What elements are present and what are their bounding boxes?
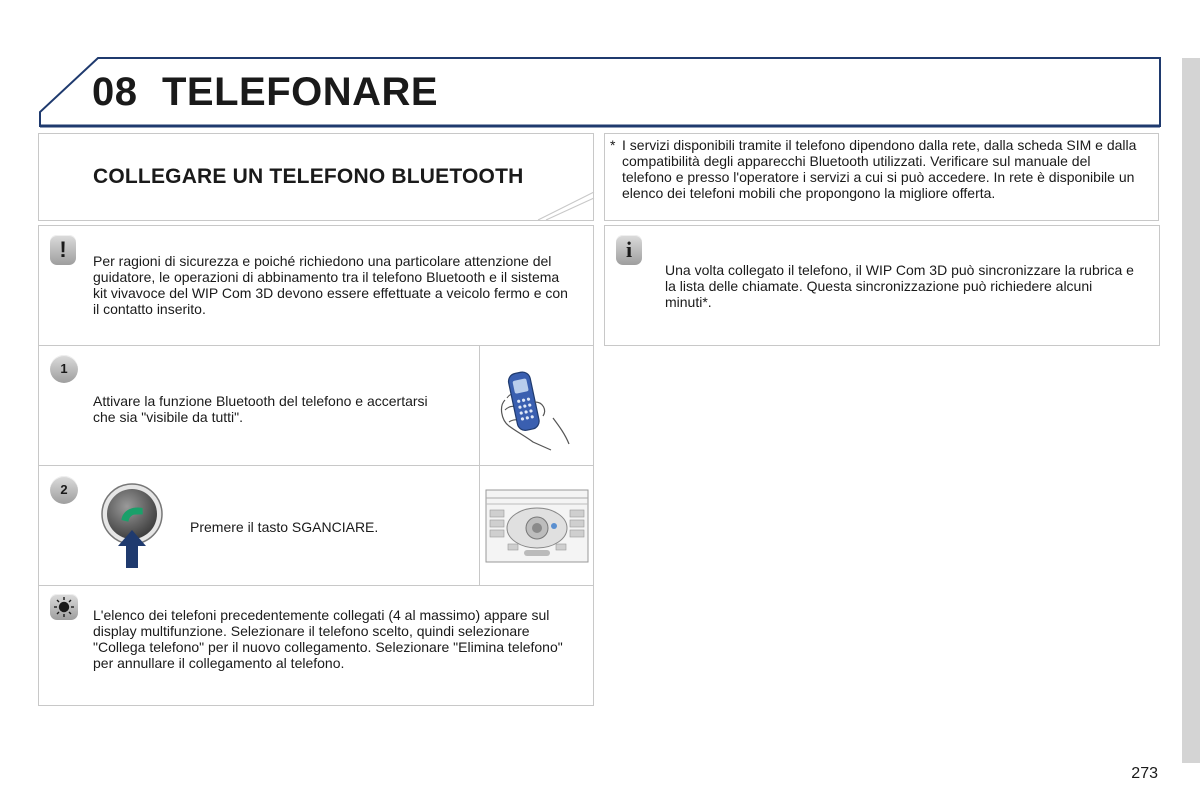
step-1-text: Attivare la funzione Bluetooth del telefono e accertarsi che sia "visibile da tutti".: [93, 393, 428, 425]
footnote-marker: *: [610, 137, 616, 153]
chapter-number: 08: [92, 70, 138, 114]
tip-badge: [50, 594, 78, 620]
footnote-text: I servizi disponibili tramite il telefono dipendono dalla rete, dalla scheda SIM e dalla compatibilità degli apparecchi Bluetooth utilizzati. Verificare sul manuale del telefono e presso l'operatore i servizi a cui si può accedere. In rete è disponibile un elenco dei telefoni mobili che propongono la migliore offerta.: [622, 137, 1137, 201]
warning-text: Per ragioni di sicurezza e poiché richiedono una particolare attenzione del guidatore, le operazioni di abbinamento tra il telefono Bluetooth e il sistema kit vivavoce del WIP Com 3D devono essere effettuate a veicolo fermo e con il contatto inserito.: [93, 253, 568, 317]
side-tab-strip: [1182, 58, 1200, 763]
info-text: Una volta collegato il telefono, il WIP Com 3D può sincronizzare la rubrica e la lista delle chiamate. Questa sincronizzazione può richiedere alcuni minuti*.: [665, 262, 1134, 310]
image-column-divider-2: [479, 465, 480, 585]
page-number: 273: [1131, 765, 1158, 782]
info-icon: i: [616, 235, 642, 265]
section-title-corner: [530, 190, 600, 224]
lightbulb-icon: [50, 594, 78, 620]
step-2-text: Premere il tasto SGANCIARE.: [190, 519, 379, 535]
step-1-number: 1: [50, 355, 78, 383]
phone-in-hand-icon: [495, 362, 575, 452]
chapter-title: TELEFONARE: [162, 70, 439, 114]
section-title: COLLEGARE UN TELEFONO BLUETOOTH: [93, 165, 524, 188]
warning-icon: !: [50, 235, 76, 265]
tip-text: L'elenco dei telefoni precedentemente collegati (4 al massimo) appare sul display multifunzione. Selezionare il telefono scelto, quindi selezionare "Collega telefono" per il nuovo collegamento. Selezionare "Elimina telefono" per annullare il collegamento al telefono.: [93, 607, 563, 671]
step-2-number: 2: [50, 476, 78, 504]
head-unit-panel-icon: [484, 488, 590, 564]
answer-call-button-icon: [100, 482, 166, 572]
